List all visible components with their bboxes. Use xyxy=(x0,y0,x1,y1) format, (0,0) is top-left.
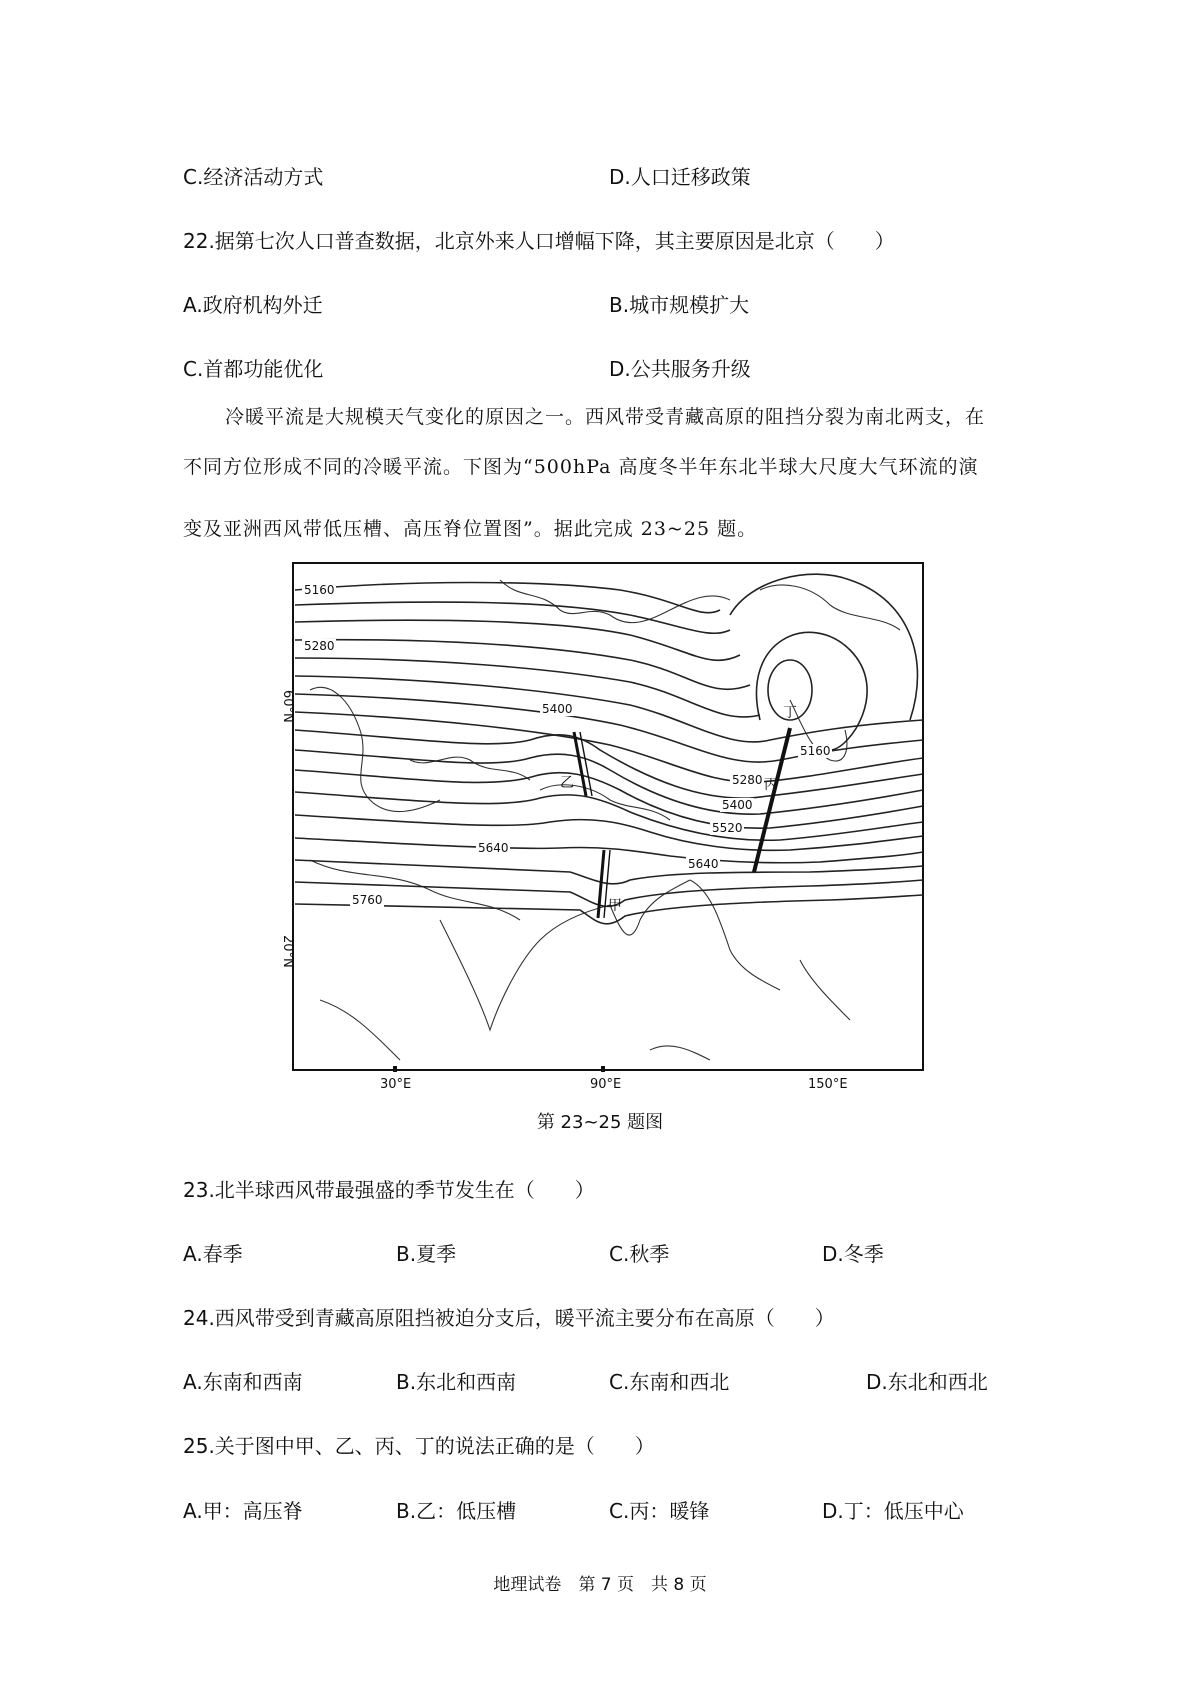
marker-jia: 甲 xyxy=(608,898,622,914)
lon-label-90e: 90°E xyxy=(590,1077,622,1092)
q24-stem: 24.西风带受到青藏高原阻挡被迫分支后，暖平流主要分布在高原（ ） xyxy=(183,1306,835,1330)
q25-option-b: B.乙：低压槽 xyxy=(396,1499,517,1523)
figure-caption: 第 23~25 题图 xyxy=(536,1112,664,1133)
q24-option-c: C.东南和西北 xyxy=(609,1370,730,1394)
contour-label: 5400 xyxy=(542,702,573,716)
marker-ding: 丁 xyxy=(783,705,797,721)
q23-option-a: A.春季 xyxy=(183,1242,243,1266)
q22-stem: 22.据第七次人口普查数据，北京外来人口增幅下降，其主要原因是北京（ ） xyxy=(183,229,895,253)
lat-label-60n: 60°N xyxy=(280,690,295,723)
contour-label: 5400 xyxy=(722,798,753,812)
contour-label: 5640 xyxy=(478,841,509,855)
q23-option-b: B.夏季 xyxy=(396,1242,457,1266)
q22-option-b: B.城市规模扩大 xyxy=(609,293,750,317)
marker-bing: 丙 xyxy=(764,777,778,793)
contour-label: 5160 xyxy=(304,583,335,597)
passage-line-2: 不同方位形成不同的冷暖平流。下图为“500hPa 高度冬半年东北半球大尺度大气环流的演 xyxy=(183,456,979,478)
contour-label: 5520 xyxy=(712,821,743,835)
contour-label: 5280 xyxy=(304,639,335,653)
map-frame xyxy=(293,563,923,1070)
page-footer: 地理试卷 第 7 页 共 8 页 xyxy=(493,1575,707,1595)
q25-option-d: D.丁：低压中心 xyxy=(822,1499,964,1523)
q23-stem: 23.北半球西风带最强盛的季节发生在（ ） xyxy=(183,1178,595,1202)
lon-label-150e: 150°E xyxy=(808,1077,848,1092)
q24-option-d: D.东北和西北 xyxy=(866,1370,988,1394)
q25-option-a: A.甲：高压脊 xyxy=(183,1499,303,1523)
q22-option-d: D.公共服务升级 xyxy=(609,357,751,381)
circulation-map xyxy=(280,560,930,1092)
contour-label: 5760 xyxy=(352,893,383,907)
q21-option-c: C.经济活动方式 xyxy=(183,165,324,189)
contour-label: 5280 xyxy=(732,773,763,787)
lat-label-20n: 20°N xyxy=(280,935,295,968)
lon-label-30e: 30°E xyxy=(380,1077,412,1092)
contour-label: 5160 xyxy=(800,744,831,758)
passage-line-1: 冷暖平流是大规模天气变化的原因之一。西风带受青藏高原的阻挡分裂为南北两支，在 xyxy=(225,406,986,428)
q24-option-a: A.东南和西南 xyxy=(183,1370,303,1394)
q25-stem: 25.关于图中甲、乙、丙、丁的说法正确的是（ ） xyxy=(183,1434,655,1458)
q22-option-c: C.首都功能优化 xyxy=(183,357,324,381)
q21-option-d: D.人口迁移政策 xyxy=(609,165,751,189)
marker-yi: 乙 xyxy=(560,775,574,791)
q23-option-c: C.秋季 xyxy=(609,1242,670,1266)
q25-option-c: C.丙：暖锋 xyxy=(609,1499,710,1523)
q22-option-a: A.政府机构外迁 xyxy=(183,293,323,317)
q23-option-d: D.冬季 xyxy=(822,1242,884,1266)
passage-line-3: 变及亚洲西风带低压槽、高压脊位置图”。据此完成 23~25 题。 xyxy=(183,518,758,540)
q24-option-b: B.东北和西南 xyxy=(396,1370,517,1394)
contour-label: 5640 xyxy=(688,857,719,871)
